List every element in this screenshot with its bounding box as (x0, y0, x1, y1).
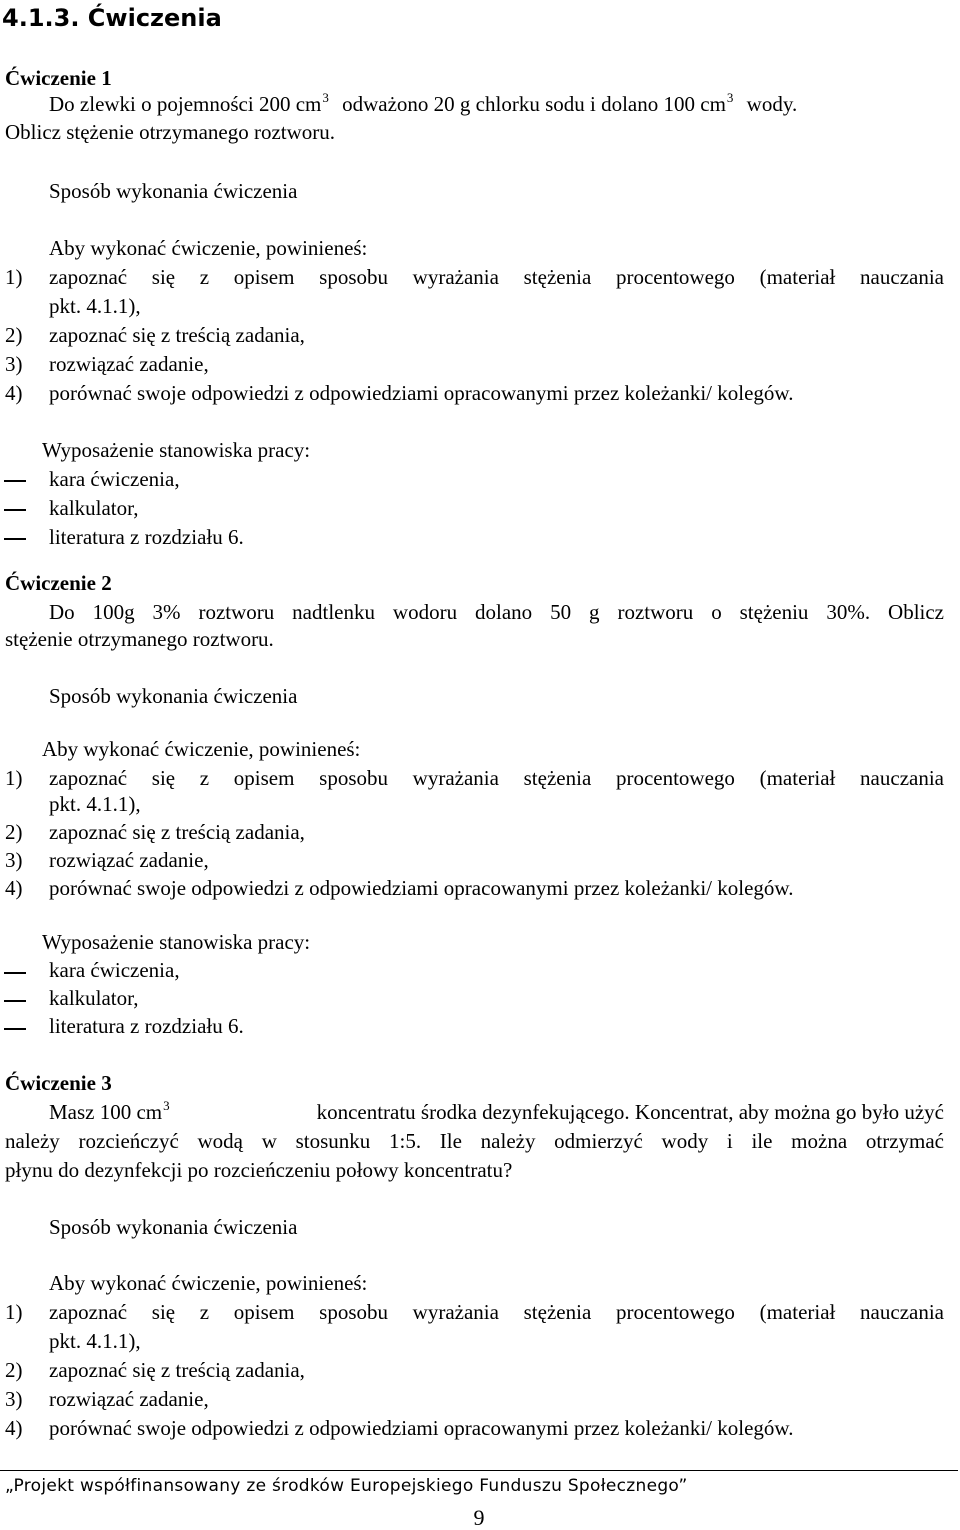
equipment-item: kalkulator, (49, 986, 139, 1010)
step-text (49, 768, 944, 789)
task-text: Do zlewki o pojemności 200 cm (49, 92, 322, 116)
method-heading: Sposób wykonania ćwiczenia (49, 1215, 298, 1239)
step-text: porównać swoje odpowiedzi z odpowiedziami opracowanymi przez koleżanki/ kolegów. (49, 1416, 794, 1440)
step-text: porównać swoje odpowiedzi z odpowiedziami opracowanymi przez koleżanki/ kolegów. (49, 876, 794, 900)
equipment-item: literatura z rozdziału 6. (49, 1014, 244, 1038)
instructions-intro: Aby wykonać ćwiczenie, powinieneś: (42, 737, 361, 761)
task-text: Do 100g 3% roztworu nadtlenku wodoru dolano 50 g roztworu o stężeniu 30%. Oblicz (49, 600, 944, 624)
instructions-intro: Aby wykonać ćwiczenie, powinieneś: (49, 1271, 368, 1295)
exercise-2-task-line-1 (49, 602, 944, 623)
task-text (49, 1098, 170, 1124)
method-heading: Sposób wykonania ćwiczenia (49, 684, 298, 708)
exercise-2-task-line-2: stężenie otrzymanego roztworu. (5, 627, 274, 651)
step-number: 4) (5, 381, 23, 405)
step-text: porównać swoje odpowiedzi z odpowiedziami opracowanymi przez koleżanki/ kolegów. (49, 381, 794, 405)
step-text-line: zapoznać się z opisem sposobu wyrażania stężenia procentowego (materiał nauczania (49, 766, 944, 790)
step-number: 1) (5, 1300, 23, 1324)
equipment-heading: Wyposażenie stanowiska pracy: (42, 438, 311, 462)
equipment-item: kalkulator, (49, 496, 139, 520)
step-text-line: zapoznać się z opisem sposobu wyrażania stężenia procentowego (materiał nauczania (49, 1300, 944, 1324)
equipment-item: literatura z rozdziału 6. (49, 525, 244, 549)
exercise-3-task-line-2 (5, 1131, 944, 1152)
footer-text: „Projekt współfinansowany ze środków Europejskiego Funduszu Społecznego” (5, 1476, 688, 1496)
step-number: 2) (5, 1358, 23, 1382)
task-text-part: Masz 100 cm (49, 1100, 163, 1124)
step-text (49, 1302, 944, 1323)
step-text: zapoznać się z treścią zadania, (49, 323, 305, 347)
step-number: 2) (5, 820, 23, 844)
step-continuation: pkt. 4.1.1), (49, 792, 141, 816)
dash-bullet (4, 972, 26, 974)
dash-bullet (4, 538, 26, 540)
dash-bullet (4, 1000, 26, 1002)
dash-bullet (4, 509, 26, 511)
equipment-item: kara ćwiczenia, (49, 958, 180, 982)
step-number: 3) (5, 352, 23, 376)
equipment-item: kara ćwiczenia, (49, 467, 180, 491)
task-text: wody. (746, 92, 798, 116)
dash-bullet (4, 480, 26, 482)
task-text: koncentratu środka dezynfekującego. Koncentrat, aby można go było użyć (316, 1100, 944, 1124)
step-number: 4) (5, 1416, 23, 1440)
equipment-heading: Wyposażenie stanowiska pracy: (42, 930, 311, 954)
step-number: 3) (5, 1387, 23, 1411)
exercise-3-task-line-3: płynu do dezynfekcji po rozcieńczeniu połowy koncentratu? (5, 1158, 513, 1182)
step-text: zapoznać się z treścią zadania, (49, 1358, 305, 1382)
method-heading: Sposób wykonania ćwiczenia (49, 179, 298, 203)
superscript: 3 (322, 90, 329, 105)
exercise-2-heading: Ćwiczenie 2 (5, 571, 112, 595)
page-number: 9 (473, 1505, 485, 1530)
task-text: należy rozcieńczyć wodą w stosunku 1:5. Ile należy odmierzyć wody i ile można otrzymać (5, 1129, 944, 1153)
step-text-line: zapoznać się z opisem sposobu wyrażania stężenia procentowego (materiał nauczania (49, 265, 944, 289)
footer-rule (0, 1470, 958, 1471)
step-continuation: pkt. 4.1.1), (49, 1329, 141, 1353)
section-title: 4.1.3. Ćwiczenia (2, 4, 222, 32)
step-text: rozwiązać zadanie, (49, 352, 209, 376)
step-number: 4) (5, 876, 23, 900)
step-text: rozwiązać zadanie, (49, 1387, 209, 1411)
step-text: zapoznać się z treścią zadania, (49, 820, 305, 844)
step-number: 3) (5, 848, 23, 872)
exercise-1-heading: Ćwiczenie 1 (5, 66, 112, 90)
step-text (49, 267, 944, 288)
exercise-1-task-line-1 (49, 90, 798, 116)
dash-bullet (4, 1028, 26, 1030)
exercise-1-task-line-2: Oblicz stężenie otrzymanego roztworu. (5, 120, 336, 144)
instructions-intro: Aby wykonać ćwiczenie, powinieneś: (49, 236, 368, 260)
step-number: 1) (5, 766, 23, 790)
task-text: odważono 20 g chlorku sodu i dolano 100 cm (342, 92, 726, 116)
exercise-3-task-line-1 (49, 1098, 944, 1124)
step-number: 2) (5, 323, 23, 347)
step-text: rozwiązać zadanie, (49, 848, 209, 872)
superscript: 3 (163, 1098, 170, 1113)
step-number: 1) (5, 265, 23, 289)
step-continuation: pkt. 4.1.1), (49, 294, 141, 318)
exercise-3-heading: Ćwiczenie 3 (5, 1071, 112, 1095)
superscript: 3 (726, 90, 734, 105)
